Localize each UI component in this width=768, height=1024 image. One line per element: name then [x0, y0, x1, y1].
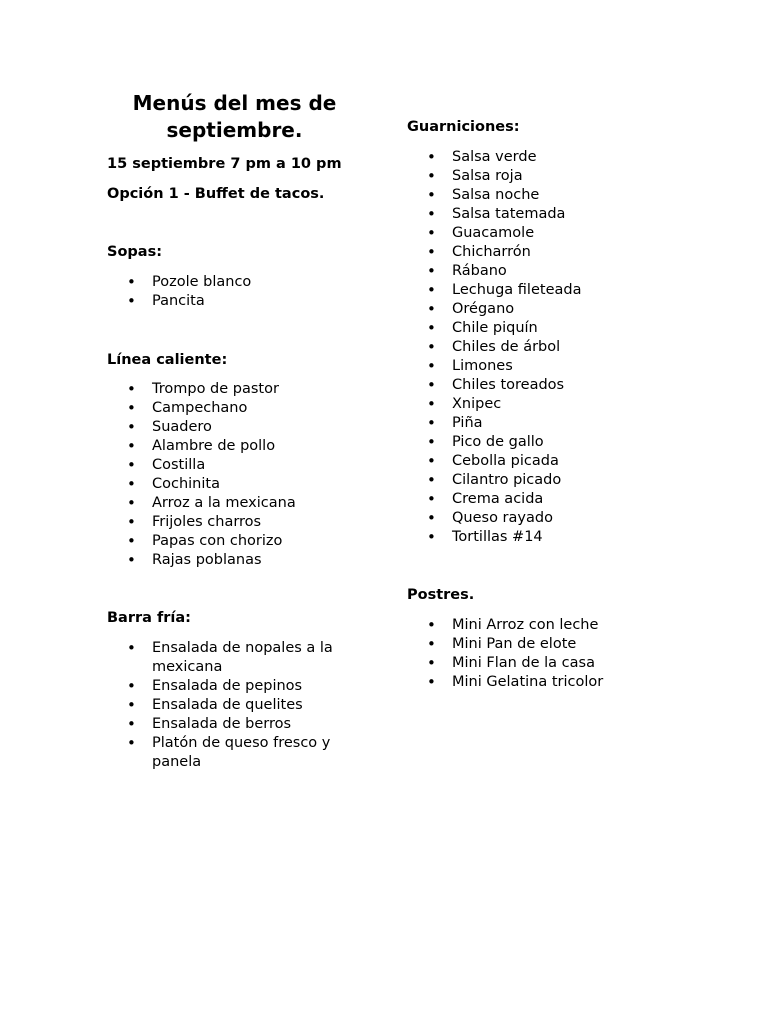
list-item: • Crema acida [407, 490, 707, 509]
list-item: • Cochinita [107, 475, 352, 494]
list-item: • Salsa roja [407, 167, 707, 186]
barra-fria-heading: Barra fría: [107, 610, 191, 626]
right-column [407, 118, 707, 692]
sopas-list [107, 273, 352, 311]
list-item: • Alambre de pollo [107, 437, 352, 456]
list-item: • Frijoles charros [107, 513, 352, 532]
barra-fria-list [107, 639, 352, 772]
list-item: • Xnipec [407, 395, 707, 414]
list-item: • Suadero [107, 418, 352, 437]
list-item: • Ensalada de pepinos [107, 677, 352, 696]
linea-caliente-heading: Línea caliente: [107, 352, 228, 368]
linea-caliente-list [107, 380, 352, 570]
list-item: • Chiles toreados [407, 376, 707, 395]
list-item: • Salsa verde [407, 148, 707, 167]
list-item: • Chiles de árbol [407, 338, 707, 357]
list-item: • Trompo de pastor [107, 380, 352, 399]
left-column [107, 90, 352, 772]
list-item: • Platón de queso fresco y panela [107, 734, 352, 772]
guarniciones-heading: Guarniciones: [407, 119, 520, 135]
document-title: Menús del mes de septiembre. [132, 91, 337, 142]
list-item: • Rábano [407, 262, 707, 281]
list-item: • Piña [407, 414, 707, 433]
list-item: • Papas con chorizo [107, 532, 352, 551]
list-item: • Salsa tatemada [407, 205, 707, 224]
postres-list [407, 616, 707, 692]
list-item: • Tortillas #14 [407, 528, 707, 547]
list-item: • Ensalada de berros [107, 715, 352, 734]
list-item: • Chile piquín [407, 319, 707, 338]
list-item: • Pancita [107, 292, 352, 311]
option-title: Opción 1 - Buffet de tacos. [107, 186, 325, 202]
list-item: • Orégano [407, 300, 707, 319]
list-item: • Arroz a la mexicana [107, 494, 352, 513]
list-item: • Queso rayado [407, 509, 707, 528]
event-date: 15 septiembre 7 pm a 10 pm [107, 156, 342, 172]
list-item: • Lechuga fileteada [407, 281, 707, 300]
sopas-heading: Sopas: [107, 244, 162, 260]
list-item: • Rajas poblanas [107, 551, 352, 570]
list-item: • Guacamole [407, 224, 707, 243]
guarniciones-list [407, 148, 707, 547]
list-item: • Campechano [107, 399, 352, 418]
list-item: • Mini Flan de la casa [407, 654, 707, 673]
list-item: • Cilantro picado [407, 471, 707, 490]
list-item: • Mini Arroz con leche [407, 616, 707, 635]
list-item: • Mini Pan de elote [407, 635, 707, 654]
list-item: • Limones [407, 357, 707, 376]
postres-heading: Postres. [407, 587, 475, 603]
list-item: • Costilla [107, 456, 352, 475]
list-item: • Pozole blanco [107, 273, 352, 292]
list-item: • Ensalada de quelites [107, 696, 352, 715]
list-item: • Ensalada de nopales a la mexicana [107, 639, 352, 677]
list-item: • Mini Gelatina tricolor [407, 673, 707, 692]
list-item: • Salsa noche [407, 186, 707, 205]
list-item: • Cebolla picada [407, 452, 707, 471]
list-item: • Pico de gallo [407, 433, 707, 452]
list-item: • Chicharrón [407, 243, 707, 262]
